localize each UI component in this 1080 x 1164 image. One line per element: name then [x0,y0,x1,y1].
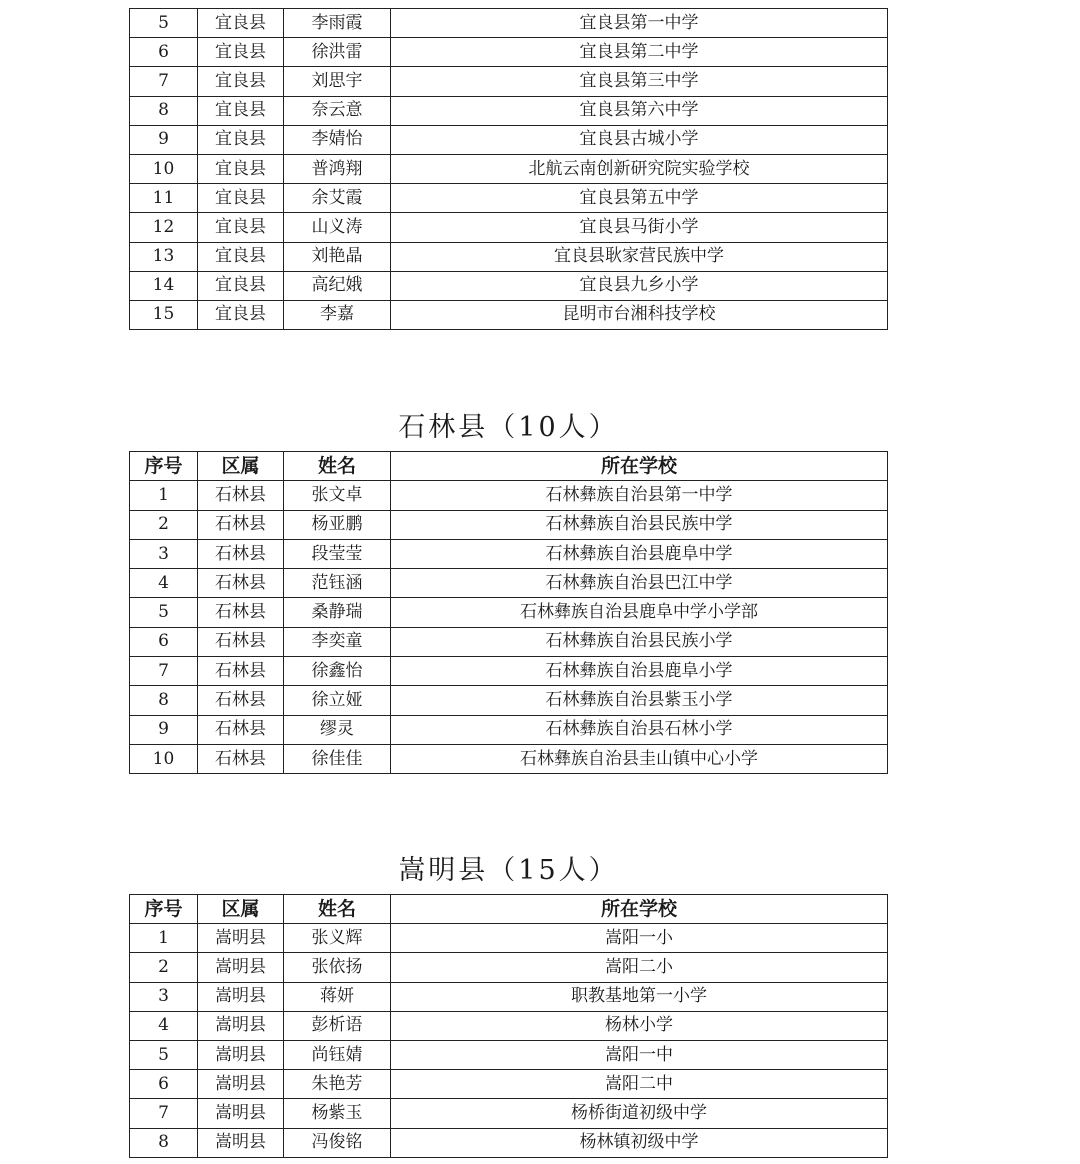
district-cell: 宜良县 [198,271,284,300]
table-row [130,481,888,510]
serial-cell: 8 [130,1128,198,1157]
name-cell: 张文卓 [284,481,391,510]
table-row [130,38,888,67]
school-cell: 宜良县九乡小学 [391,271,888,300]
serial-cell: 4 [130,569,198,598]
serial-cell: 3 [130,539,198,568]
name-cell: 徐佳佳 [284,744,391,773]
name-cell: 张义辉 [284,924,391,953]
name-cell: 普鸿翔 [284,154,391,183]
name-cell: 蒋妍 [284,982,391,1011]
district-cell: 嵩明县 [198,982,284,1011]
serial-cell: 8 [130,96,198,125]
songming-table [129,894,888,1158]
school-cell: 石林彝族自治县鹿阜中学 [391,539,888,568]
school-cell: 杨桥街道初级中学 [391,1099,888,1128]
district-cell: 宜良县 [198,213,284,242]
school-cell: 宜良县古城小学 [391,125,888,154]
table-row [130,1099,888,1128]
school-cell: 石林彝族自治县民族中学 [391,510,888,539]
name-cell: 余艾霞 [284,184,391,213]
table-row [130,657,888,686]
serial-header: 序号 [130,452,198,481]
table-row [130,242,888,271]
district-cell: 嵩明县 [198,1099,284,1128]
school-cell: 嵩阳一中 [391,1040,888,1069]
school-cell: 石林彝族自治县石林小学 [391,715,888,744]
serial-cell: 6 [130,1070,198,1099]
school-cell: 杨林小学 [391,1011,888,1040]
name-cell: 范钰涵 [284,569,391,598]
name-cell: 刘思宇 [284,67,391,96]
serial-cell: 8 [130,686,198,715]
school-cell: 石林彝族自治县第一中学 [391,481,888,510]
school-cell: 宜良县第二中学 [391,38,888,67]
district-cell: 石林县 [198,627,284,656]
name-header: 姓名 [284,452,391,481]
serial-cell: 10 [130,154,198,183]
yiliang-table [129,8,888,330]
district-cell: 石林县 [198,510,284,539]
table-row [130,569,888,598]
school-cell: 石林彝族自治县巴江中学 [391,569,888,598]
name-cell: 杨亚鹏 [284,510,391,539]
school-cell: 杨林镇初级中学 [391,1128,888,1157]
serial-cell: 7 [130,67,198,96]
shilin-table [129,451,888,774]
district-cell: 石林县 [198,481,284,510]
district-cell: 宜良县 [198,242,284,271]
table-row [130,598,888,627]
table-row [130,744,888,773]
serial-header: 序号 [130,895,198,924]
district-cell: 嵩明县 [198,1070,284,1099]
serial-cell: 6 [130,627,198,656]
table-row [130,271,888,300]
shilin-table-body [130,452,888,774]
school-cell: 石林彝族自治县紫玉小学 [391,686,888,715]
name-cell: 彭析语 [284,1011,391,1040]
serial-cell: 6 [130,38,198,67]
district-cell: 石林县 [198,715,284,744]
name-cell: 杨紫玉 [284,1099,391,1128]
serial-cell: 13 [130,242,198,271]
table-row [130,300,888,329]
name-cell: 刘艳晶 [284,242,391,271]
serial-cell: 7 [130,657,198,686]
school-cell: 宜良县第一中学 [391,9,888,38]
table-row [130,1011,888,1040]
name-cell: 奈云意 [284,96,391,125]
serial-cell: 1 [130,481,198,510]
school-cell: 宜良县第六中学 [391,96,888,125]
serial-cell: 3 [130,982,198,1011]
serial-cell: 15 [130,300,198,329]
table-row [130,96,888,125]
table-row [130,627,888,656]
name-cell: 徐立娅 [284,686,391,715]
district-cell: 宜良县 [198,9,284,38]
yiliang-table-body [130,9,888,330]
school-cell: 职教基地第一小学 [391,982,888,1011]
name-cell: 李雨霞 [284,9,391,38]
district-cell: 石林县 [198,598,284,627]
table-row [130,539,888,568]
serial-cell: 5 [130,1040,198,1069]
table-row [130,982,888,1011]
serial-cell: 14 [130,271,198,300]
district-cell: 宜良县 [198,154,284,183]
district-cell: 宜良县 [198,184,284,213]
table-row [130,510,888,539]
district-cell: 嵩明县 [198,924,284,953]
school-cell: 嵩阳二中 [391,1070,888,1099]
table-header-row [130,895,888,924]
songming-section-title: 嵩明县（15人） [398,855,619,886]
serial-cell: 12 [130,213,198,242]
table-row [130,125,888,154]
district-cell: 宜良县 [198,38,284,67]
district-cell: 嵩明县 [198,1011,284,1040]
name-cell: 山义涛 [284,213,391,242]
table-row [130,9,888,38]
table-row [130,715,888,744]
table-row [130,184,888,213]
district-cell: 宜良县 [198,67,284,96]
table-row [130,1040,888,1069]
school-cell: 嵩阳二小 [391,953,888,982]
name-cell: 李奕童 [284,627,391,656]
district-header: 区属 [198,452,284,481]
school-header: 所在学校 [391,452,888,481]
district-header: 区属 [198,895,284,924]
name-cell: 尚钰婧 [284,1040,391,1069]
district-cell: 宜良县 [198,96,284,125]
table-row [130,1128,888,1157]
district-cell: 宜良县 [198,125,284,154]
district-cell: 石林县 [198,657,284,686]
school-cell: 宜良县第三中学 [391,67,888,96]
school-cell: 宜良县耿家营民族中学 [391,242,888,271]
district-cell: 石林县 [198,539,284,568]
name-cell: 徐洪雷 [284,38,391,67]
serial-cell: 2 [130,953,198,982]
school-cell: 北航云南创新研究院实验学校 [391,154,888,183]
district-cell: 嵩明县 [198,953,284,982]
name-cell: 张依扬 [284,953,391,982]
school-header: 所在学校 [391,895,888,924]
district-cell: 石林县 [198,569,284,598]
name-cell: 朱艳芳 [284,1070,391,1099]
serial-cell: 9 [130,125,198,154]
school-cell: 石林彝族自治县民族小学 [391,627,888,656]
table-row [130,686,888,715]
school-cell: 嵩阳一小 [391,924,888,953]
name-cell: 李婧怡 [284,125,391,154]
name-cell: 缪灵 [284,715,391,744]
serial-cell: 10 [130,744,198,773]
serial-cell: 2 [130,510,198,539]
name-header: 姓名 [284,895,391,924]
district-cell: 石林县 [198,686,284,715]
school-cell: 宜良县马街小学 [391,213,888,242]
school-cell: 石林彝族自治县鹿阜小学 [391,657,888,686]
table-row [130,67,888,96]
name-cell: 段莹莹 [284,539,391,568]
shilin-section-title: 石林县（10人） [398,412,619,443]
table-row [130,924,888,953]
serial-cell: 1 [130,924,198,953]
table-row [130,154,888,183]
district-cell: 嵩明县 [198,1040,284,1069]
serial-cell: 9 [130,715,198,744]
table-row [130,953,888,982]
district-cell: 嵩明县 [198,1128,284,1157]
name-cell: 冯俊铭 [284,1128,391,1157]
name-cell: 徐鑫怡 [284,657,391,686]
school-cell: 宜良县第五中学 [391,184,888,213]
table-row [130,1070,888,1099]
table-row [130,213,888,242]
serial-cell: 5 [130,9,198,38]
school-cell: 石林彝族自治县圭山镇中心小学 [391,744,888,773]
school-cell: 昆明市台湘科技学校 [391,300,888,329]
serial-cell: 4 [130,1011,198,1040]
name-cell: 高纪娥 [284,271,391,300]
school-cell: 石林彝族自治县鹿阜中学小学部 [391,598,888,627]
serial-cell: 5 [130,598,198,627]
district-cell: 石林县 [198,744,284,773]
songming-table-body [130,895,888,1158]
serial-cell: 11 [130,184,198,213]
district-cell: 宜良县 [198,300,284,329]
name-cell: 桑静瑞 [284,598,391,627]
serial-cell: 7 [130,1099,198,1128]
name-cell: 李嘉 [284,300,391,329]
table-header-row [130,452,888,481]
